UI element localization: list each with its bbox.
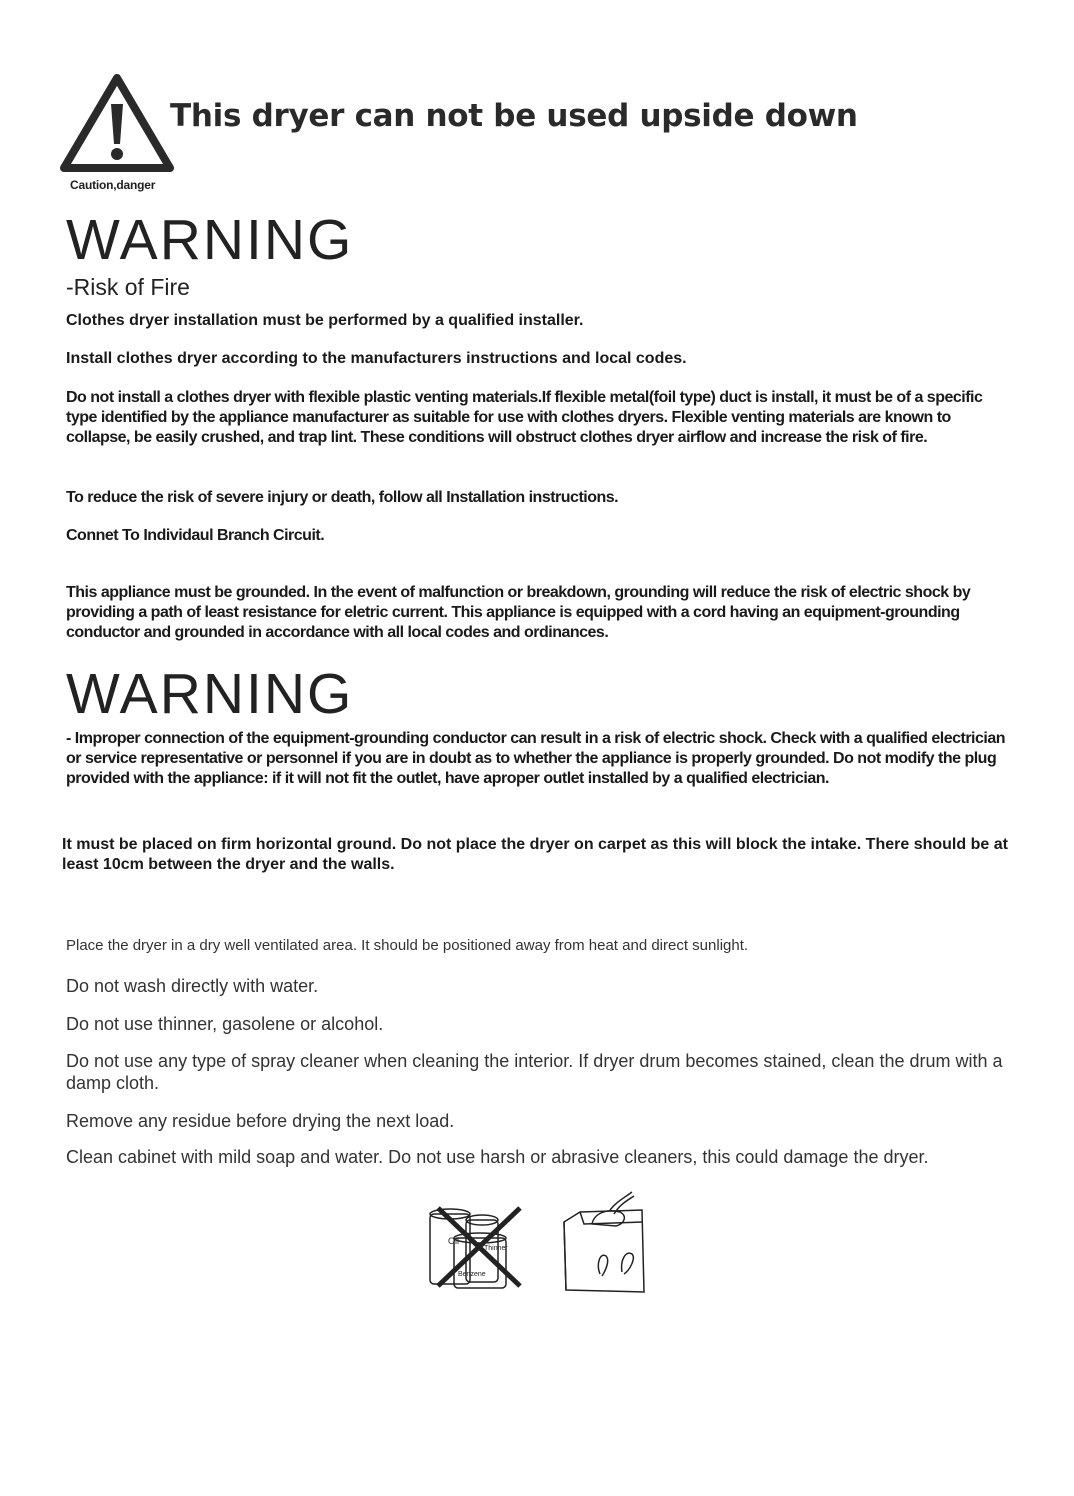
caution-caption: Caution,danger <box>70 178 156 192</box>
fire-paragraph: Connet To Individaul Branch Circuit. <box>66 527 325 544</box>
can-label-benzene: Benzene <box>458 1271 486 1278</box>
care-item: Do not use thinner, gasolene or alcohol. <box>66 1014 384 1034</box>
care-item: Clean cabinet with mild soap and water. Do not use harsh or abrasive cleaners, this could damage the dryer. <box>66 1147 929 1167</box>
can-label-thinner: Thinner <box>484 1245 508 1252</box>
cleaning-illustrations <box>424 1188 654 1298</box>
shock-paragraph: - Improper connection of the equipment-grounding conductor can result in a risk of electric shock. Check with a qualified electrician or service representative or personnel if you are in doubt as to whether the appliance is properly grounded. Do not modify the plug provided with the appliance: if it will not fit the outlet, have aproper outlet installed by a qualified electrician. <box>66 730 1005 787</box>
fire-paragraph: Install clothes dryer according to the manufacturers instructions and local codes. <box>66 350 687 367</box>
care-item: Do not use any type of spray cleaner when cleaning the interior. If dryer drum becomes stained, clean the drum with a damp cloth. <box>66 1051 1003 1093</box>
caution-triangle-icon <box>60 74 174 174</box>
care-item: Remove any residue before drying the next load. <box>66 1111 455 1131</box>
warning-title-fire: WARNING <box>66 208 354 272</box>
ventilation-note: Place the dryer in a dry well ventilated area. It should be positioned away from heat and direct sunlight. <box>66 937 749 954</box>
fire-paragraph: Do not install a clothes dryer with flexible plastic venting materials.If flexible metal(foil type) duct is install, it must be of a specific type identified by the appliance manufacturer as suitable for use with clothes dryers. Flexible venting materials are known to collapse, be easily crushed, and trap lint. These conditions will obstruct clothes dryer airflow and increase the risk of fire. <box>66 389 983 446</box>
can-label-oil: Oil <box>448 1236 459 1246</box>
page-headline: This dryer can not be used upside down <box>170 98 858 134</box>
fire-paragraph: To reduce the risk of severe injury or death, follow all Installation instructions. <box>66 489 619 506</box>
care-item: Do not wash directly with water. <box>66 976 319 996</box>
fire-paragraph: Clothes dryer installation must be performed by a qualified installer. <box>66 312 584 329</box>
placement-paragraph: It must be placed on firm horizontal ground. Do not place the dryer on carpet as this will block the intake. There should be at least 10cm between the dryer and the walls. <box>62 836 1008 873</box>
warning-title-shock: WARNING <box>66 662 354 726</box>
fire-paragraph: This appliance must be grounded. In the event of malfunction or breakdown, grounding will reduce the risk of electric shock by providing a path of least resistance for eletric current. This appliance is equipped with a cord having an equipment-grounding conductor and grounded in accordance with all local codes and ordinances. <box>66 584 971 641</box>
risk-of-fire-subtitle: -Risk of Fire <box>66 274 190 300</box>
wipe-cabinet-icon <box>564 1192 644 1292</box>
